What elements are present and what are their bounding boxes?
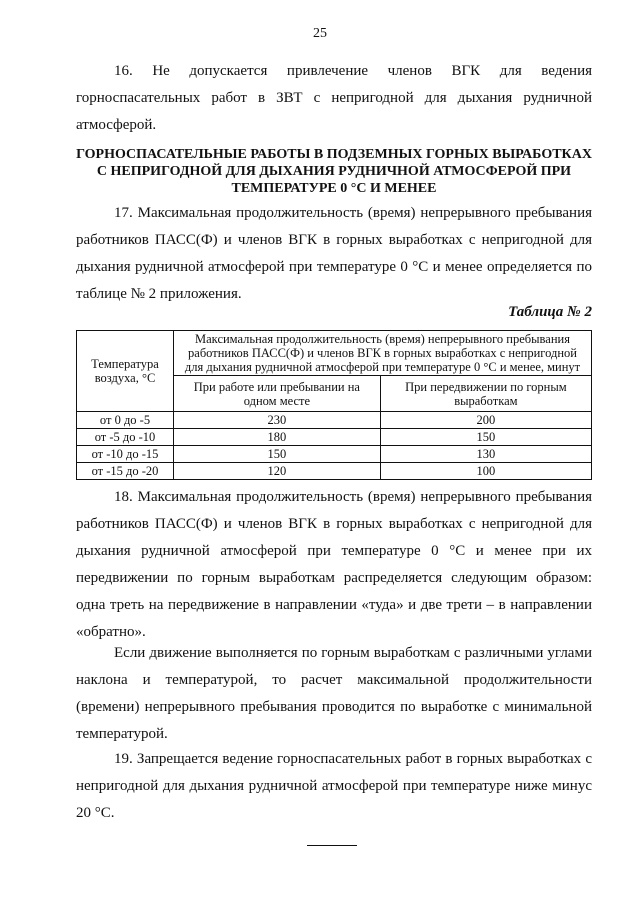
paragraph-17: 17. Максимальная продолжительность (время) непрерывного пребывания работников ПАСС(Ф) и членов ВГК в горных выработках с непригодной для дыхания рудничной атмосферой при температуре 0 °С и менее определяется по таблице № 2 приложения. — [76, 205, 592, 302]
cell-stationary: 150 — [174, 446, 381, 463]
cell-moving: 100 — [380, 463, 591, 480]
table-row — [77, 429, 592, 446]
table-row — [77, 463, 592, 480]
cell-stationary: 180 — [174, 429, 381, 446]
cell-temperature: от -15 до -20 — [77, 463, 174, 480]
cell-temperature: от 0 до -5 — [77, 412, 174, 429]
temperature-table — [76, 330, 592, 480]
cell-moving: 130 — [380, 446, 591, 463]
cell-moving: 200 — [380, 412, 591, 429]
cell-moving: 150 — [380, 429, 591, 446]
cell-temperature: от -5 до -10 — [77, 429, 174, 446]
section-heading: ГОРНОСПАСАТЕЛЬНЫЕ РАБОТЫ В ПОДЗЕМНЫХ ГОРНЫХ ВЫРАБОТКАХ С НЕПРИГОДНОЙ ДЛЯ ДЫХАНИЯ РУДНИЧНОЙ АТМОСФЕРОЙ ПРИ ТЕМПЕРАТУРЕ 0 °С И МЕНЕЕ — [76, 147, 592, 196]
end-rule — [307, 845, 357, 846]
paragraph-19: 19. Запрещается ведение горноспасательных работ в горных выработках с непригодной для дыхания рудничной атмосферой при температуре ниже минус 20 °С. — [76, 751, 592, 821]
cell-temperature: от -10 до -15 — [77, 446, 174, 463]
header-temperature: Температура воздуха, °С — [77, 331, 174, 412]
table-row — [77, 412, 592, 429]
cell-stationary: 120 — [174, 463, 381, 480]
header-max-duration: Максимальная продолжительность (время) непрерывного пребывания работников ПАСС(Ф) и членов ВГК в горных выработках с непригодной для дыхания рудничной атмосферой при температуре 0 °С и менее, минут — [174, 331, 592, 376]
paragraph-16: 16. Не допускается привлечение членов ВГК для ведения горноспасательных работ в ЗВТ с непригодной для дыхания рудничной атмосферой. — [76, 63, 592, 133]
table-caption: Таблица № 2 — [508, 304, 592, 320]
paragraph-18-continuation: Если движение выполняется по горным выработкам с различными углами наклона и температурой, то расчет максимальной продолжительности (времени) непрерывного пребывания проводится по выработке с минимальной температурой. — [76, 645, 592, 742]
header-stationary: При работе или пребывании на одном месте — [174, 376, 381, 412]
page-number: 25 — [313, 26, 327, 41]
cell-stationary: 230 — [174, 412, 381, 429]
table-row — [77, 446, 592, 463]
paragraph-18: 18. Максимальная продолжительность (время) непрерывного пребывания работников ПАСС(Ф) и членов ВГК в горных выработках с непригодной для дыхания рудничной атмосферой при температуре 0 °С и менее при их передвижении по горным выработкам распределяется следующим образом: одна треть на передвижение в направлении «туда» и две трети – в направлении «обратно». — [76, 489, 592, 640]
header-moving: При передвижении по горным выработкам — [380, 376, 591, 412]
